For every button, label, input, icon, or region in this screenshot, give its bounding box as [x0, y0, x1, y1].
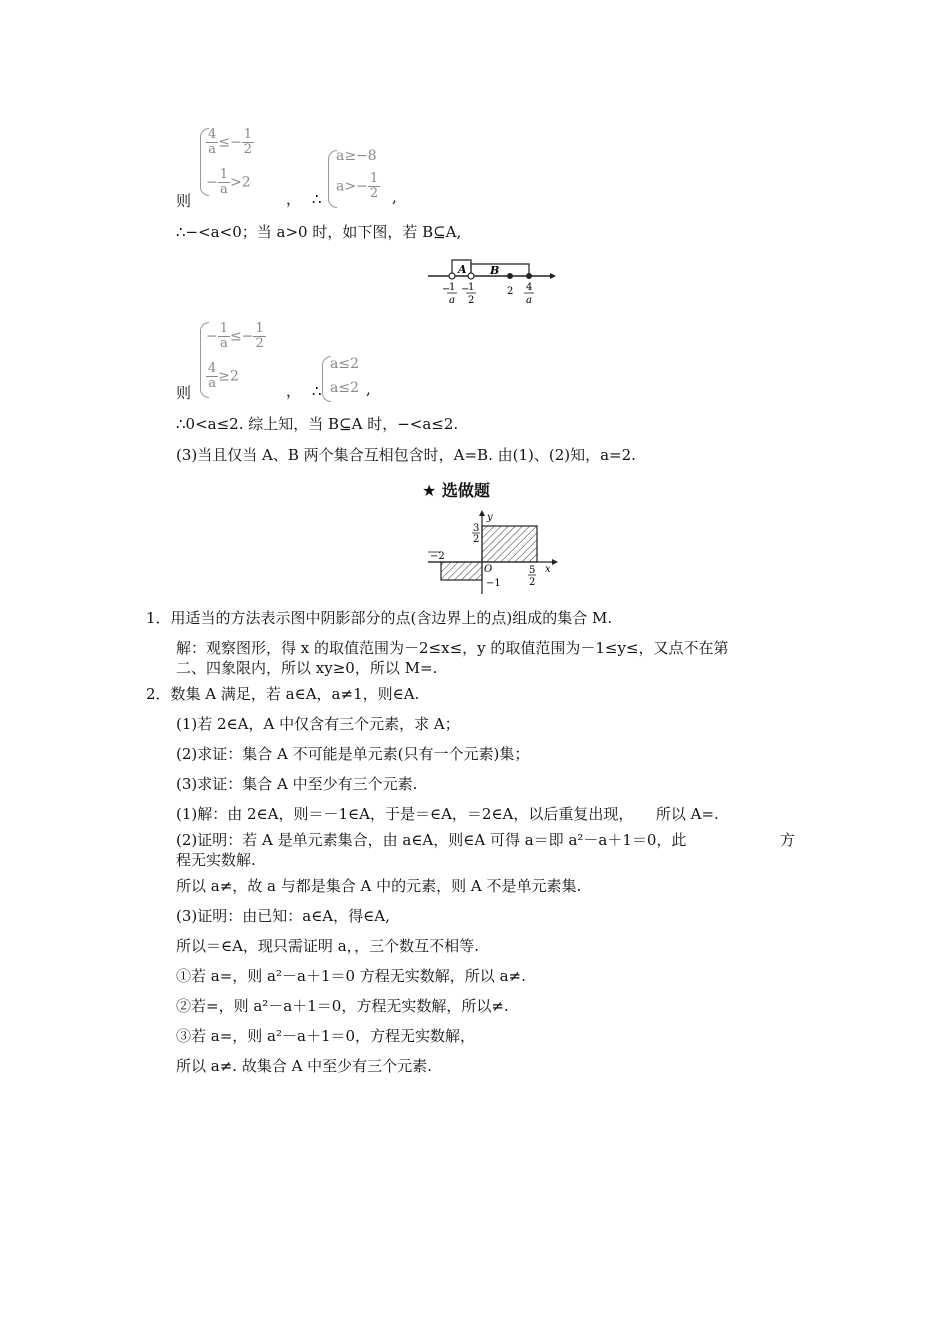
solution-2-line: 所以 a≠，故 a 与都是集合 A 中的元素，则 A 不是单元素集.	[176, 877, 582, 895]
solution-2-line: 程无实数解.	[176, 851, 256, 869]
svg-text:−: −	[442, 284, 451, 295]
svg-text:y: y	[487, 512, 493, 523]
solution-1-line: 解：观察图形，得 x 的取值范围为－2≤x≤，y 的取值范围为－1≤y≤，又点不在第	[176, 639, 729, 657]
section-header	[422, 478, 490, 501]
system-4-row-1: a≤2	[330, 356, 359, 372]
text-line: ∴−<a<0；当 a>0 时，如下图，若 B⊆A,	[176, 223, 462, 241]
svg-text:3: 3	[473, 523, 480, 534]
comma: ，	[286, 190, 302, 208]
svg-text:5: 5	[529, 565, 536, 576]
comma: ，	[286, 382, 302, 400]
svg-text:−1: −1	[486, 578, 501, 589]
svg-text:a: a	[526, 295, 532, 306]
solution-2-line-tail: 方	[780, 831, 796, 849]
therefore-symbol: ∴	[312, 190, 322, 208]
svg-text:x: x	[545, 564, 551, 575]
system-3-row-1: − $\frac{1}{a}$ ≤− $\frac{1}{2}$	[206, 321, 264, 351]
system-3-row-2: $\frac{4}{a}$ ≥2	[208, 361, 239, 391]
svg-text:4: 4	[526, 282, 533, 293]
solution-2-line: ③若 a=，则 a²－a＋1＝0，方程无实数解，	[176, 1027, 476, 1045]
solution-2-line: 所以 a≠. 故集合 A 中至少有三个元素.	[176, 1057, 432, 1075]
system-2-row-2: a>− $\frac{1}{2}$	[336, 171, 379, 201]
solution-1-line: 二、四象限内，所以 xy≥0，所以 M=.	[176, 659, 438, 677]
set-a-label: A	[458, 263, 467, 276]
comma: ,	[366, 380, 371, 398]
svg-text:2: 2	[473, 534, 480, 545]
svg-text:2: 2	[529, 577, 536, 588]
text-line: ∴0<a≤2. 综上知，当 B⊆A 时，−<a≤2.	[176, 415, 459, 433]
solution-2-line: (3)证明：由已知：a∈A，得∈A,	[176, 907, 390, 925]
svg-text:−: −	[461, 284, 470, 295]
solution-2-line: (2)证明：若 A 是单元素集合，由 a∈A，则∈A 可得 a＝即 a²－a＋1＝0，此	[176, 831, 687, 849]
then-label: 则	[176, 192, 192, 210]
solution-2-line: ①若 a=，则 a²－a＋1＝0 方程无实数解，所以 a≠.	[176, 967, 526, 985]
svg-text:1: 1	[449, 282, 456, 293]
svg-text:a: a	[449, 295, 455, 306]
problem-1: 1．用适当的方法表示图中阴影部分的点(含边界上的点)组成的集合 M.	[146, 609, 613, 627]
problem-2-part-1: (1)若 2∈A，A 中仅含有三个元素，求 A；	[176, 715, 460, 733]
svg-text:2: 2	[507, 286, 514, 297]
system-1-row-2: − $\frac{1}{a}$ >2	[206, 167, 251, 197]
coordinate-graph	[420, 508, 560, 598]
svg-text:2: 2	[468, 295, 475, 306]
problem-2-part-2: (2)求证：集合 A 不可能是单元素(只有一个元素)集；	[176, 745, 530, 763]
svg-text:O: O	[484, 564, 493, 575]
svg-text:−2: −2	[430, 551, 445, 562]
solution-2-line: (1)解：由 2∈A，则＝－1∈A，于是＝∈A，＝2∈A，以后重复出现， 所以 A=.	[176, 805, 719, 823]
svg-text:1: 1	[468, 282, 475, 293]
star-icon: ★	[422, 481, 437, 500]
problem-2-part-3: (3)求证：集合 A 中至少有三个元素.	[176, 775, 418, 793]
solution-2-line: 所以＝∈A，现只需证明 a，，三个数互不相等.	[176, 937, 479, 955]
section-title: 选做题	[441, 481, 490, 500]
problem-2: 2．数集 A 满足，若 a∈A，a≠1，则∈A.	[146, 685, 420, 703]
comma: ,	[392, 188, 397, 206]
system-2-row-1: a≥−8	[336, 148, 377, 164]
system-1-row-1: $\frac{4}{a}$ ≤− $\frac{1}{2}$	[208, 127, 253, 157]
then-label: 则	[176, 384, 192, 402]
system-4-row-2: a≤2	[330, 380, 359, 396]
text-line: (3)当且仅当 A、B 两个集合互相包含时，A=B. 由(1)、(2)知，a=2.	[176, 446, 636, 464]
number-line-diagram	[420, 252, 560, 312]
therefore-symbol: ∴	[312, 382, 322, 400]
set-b-label: B	[490, 264, 500, 277]
solution-2-line: ②若=，则 a²－a＋1＝0，方程无实数解，所以≠.	[176, 997, 509, 1015]
